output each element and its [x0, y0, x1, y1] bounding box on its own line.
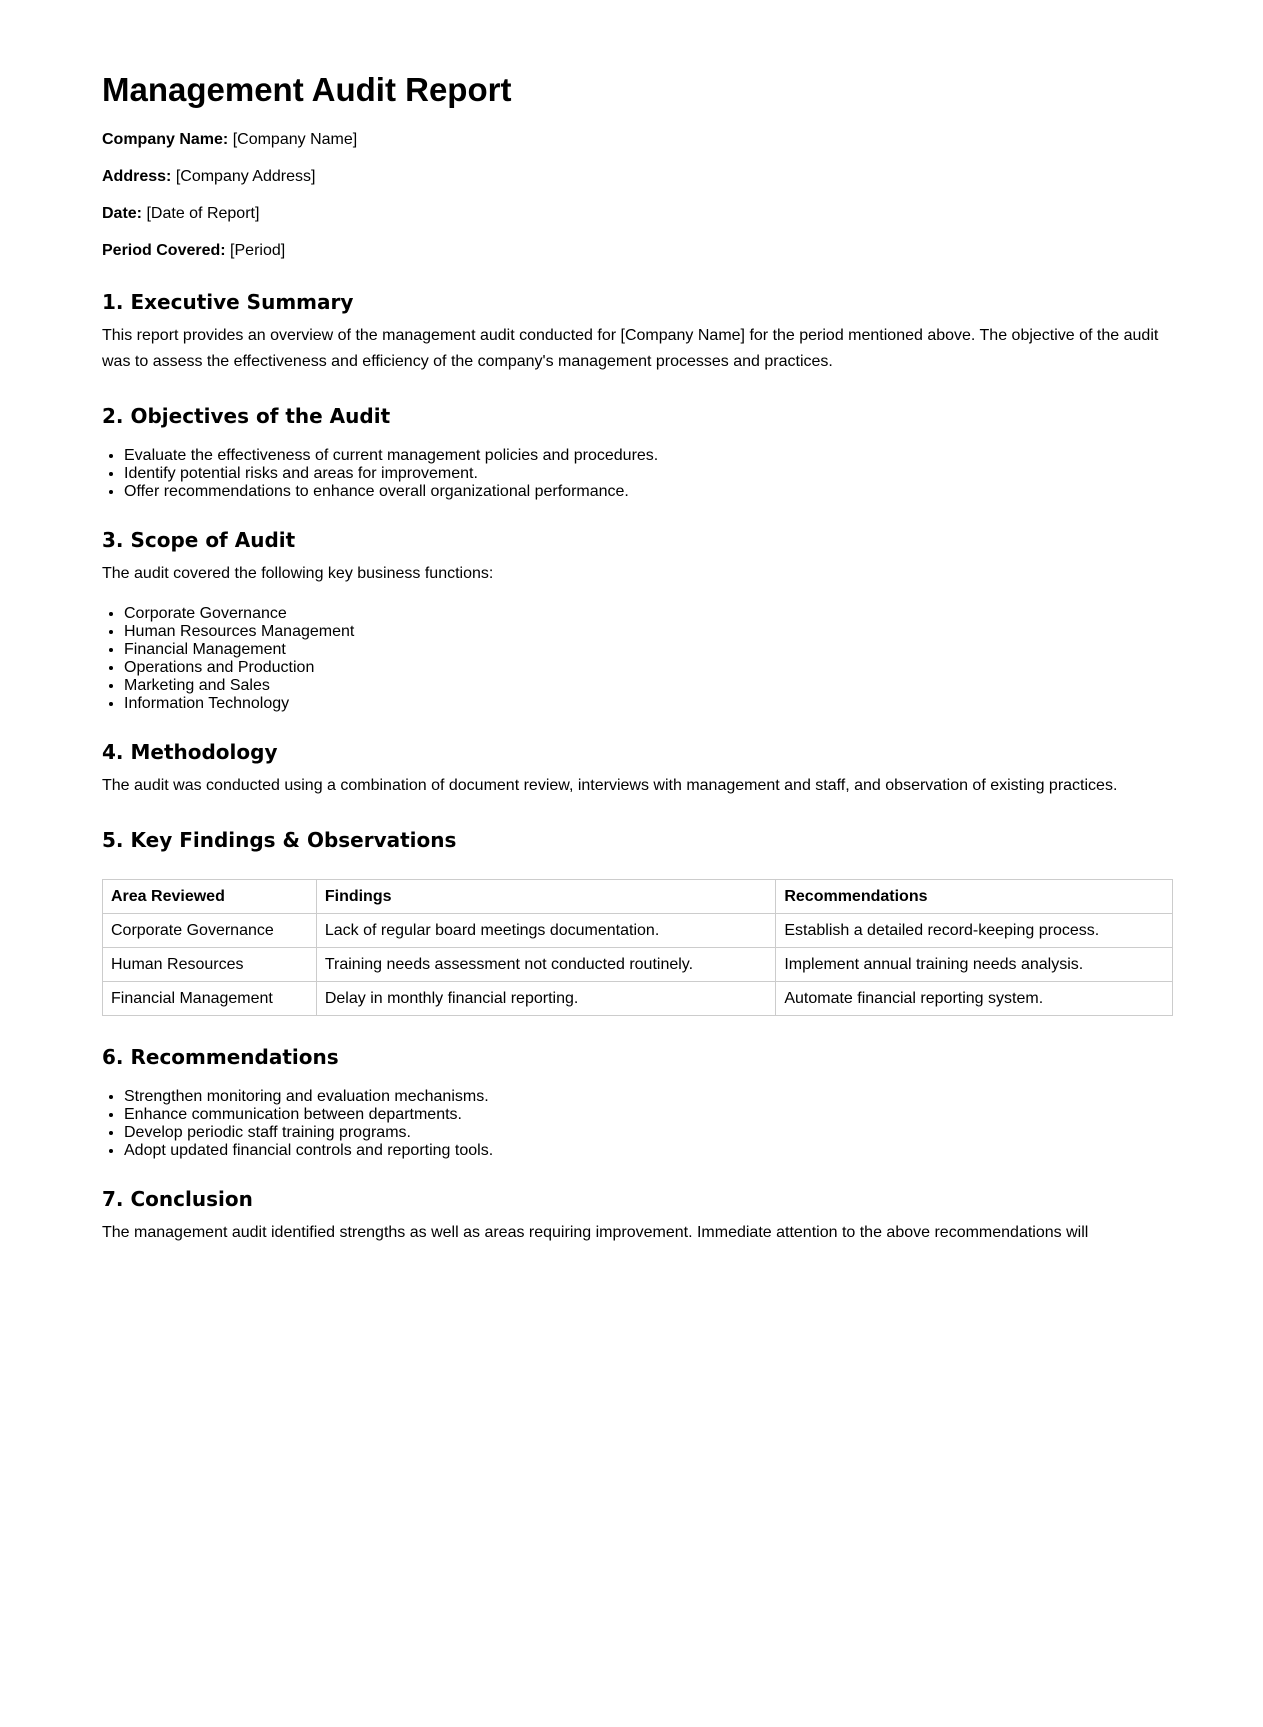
- recommendations-list: [102, 1088, 1163, 1160]
- list-item: • Operations and Production: [124, 659, 1163, 677]
- table-row: [103, 948, 1173, 982]
- table-cell: Establish a detailed record-keeping process.: [776, 914, 1173, 948]
- table-cell: Human Resources: [103, 948, 317, 982]
- column-header-recommendations: Recommendations: [776, 880, 1173, 914]
- table-header-row: [103, 880, 1173, 914]
- meta-value: [Date of Report]: [146, 205, 260, 222]
- list-item: • Corporate Governance: [124, 605, 1163, 623]
- section-heading-executive-summary: 1. Executive Summary: [102, 290, 354, 314]
- list-item: • Enhance communication between departments.: [124, 1106, 1163, 1124]
- table-row: [103, 982, 1173, 1016]
- list-item: • Identify potential risks and areas for improvement.: [124, 465, 1163, 483]
- meta-label: Company Name:: [102, 131, 229, 148]
- section-heading-conclusion: 7. Conclusion: [102, 1187, 253, 1211]
- table-cell: Implement annual training needs analysis.: [776, 948, 1173, 982]
- list-item: • Human Resources Management: [124, 623, 1163, 641]
- section-heading-methodology: 4. Methodology: [102, 740, 278, 764]
- section-heading-recommendations: 6. Recommendations: [102, 1045, 339, 1069]
- meta-value: [Company Address]: [175, 168, 316, 185]
- section-heading-scope: 3. Scope of Audit: [102, 528, 296, 552]
- meta-label: Period Covered:: [102, 242, 226, 259]
- list-item: • Offer recommendations to enhance overall organizational performance.: [124, 483, 1163, 501]
- table-cell: Financial Management: [103, 982, 317, 1016]
- scope-intro: The audit covered the following key business functions:: [102, 565, 494, 582]
- table-cell: Training needs assessment not conducted routinely.: [316, 948, 776, 982]
- table-cell: Delay in monthly financial reporting.: [316, 982, 776, 1016]
- meta-value: [Company Name]: [232, 131, 358, 148]
- column-header-area: Area Reviewed: [103, 880, 317, 914]
- meta-address: [102, 167, 1163, 187]
- table-cell: Automate financial reporting system.: [776, 982, 1173, 1016]
- scope-list: [102, 605, 1163, 713]
- section-heading-findings: 5. Key Findings & Observations: [102, 828, 457, 852]
- meta-date: [102, 204, 1163, 224]
- meta-label: Address:: [102, 168, 172, 185]
- table-row: [103, 914, 1173, 948]
- column-header-findings: Findings: [316, 880, 776, 914]
- table-cell: Corporate Governance: [103, 914, 317, 948]
- list-item: • Financial Management: [124, 641, 1163, 659]
- findings-table: [102, 879, 1173, 1016]
- list-item: • Marketing and Sales: [124, 677, 1163, 695]
- list-item: • Adopt updated financial controls and reporting tools.: [124, 1142, 1163, 1160]
- conclusion-text: The management audit identified strengths as well as areas requiring improvement. Immediate attention to the above recommendations will: [102, 1224, 1089, 1241]
- meta-label: Date:: [102, 205, 143, 222]
- list-item: • Strengthen monitoring and evaluation mechanisms.: [124, 1088, 1163, 1106]
- list-item: • Evaluate the effectiveness of current management policies and procedures.: [124, 447, 1163, 465]
- meta-period-covered: [102, 241, 1163, 261]
- executive-summary-text: This report provides an overview of the management audit conducted for [Company Name] for the period mentioned above. The objective of the audit was to assess the effectiveness and efficiency of the company's management processes and practices.: [102, 327, 1159, 370]
- objectives-list: [102, 447, 1163, 501]
- section-heading-objectives: 2. Objectives of the Audit: [102, 404, 391, 428]
- list-item: • Information Technology: [124, 695, 1163, 713]
- list-item: • Develop periodic staff training programs.: [124, 1124, 1163, 1142]
- meta-company-name: [102, 130, 1163, 150]
- methodology-text: The audit was conducted using a combination of document review, interviews with management and staff, and observation of existing practices.: [102, 777, 1118, 794]
- table-cell: Lack of regular board meetings documentation.: [316, 914, 776, 948]
- page-title: Management Audit Report: [102, 71, 512, 108]
- meta-value: [Period]: [230, 242, 286, 259]
